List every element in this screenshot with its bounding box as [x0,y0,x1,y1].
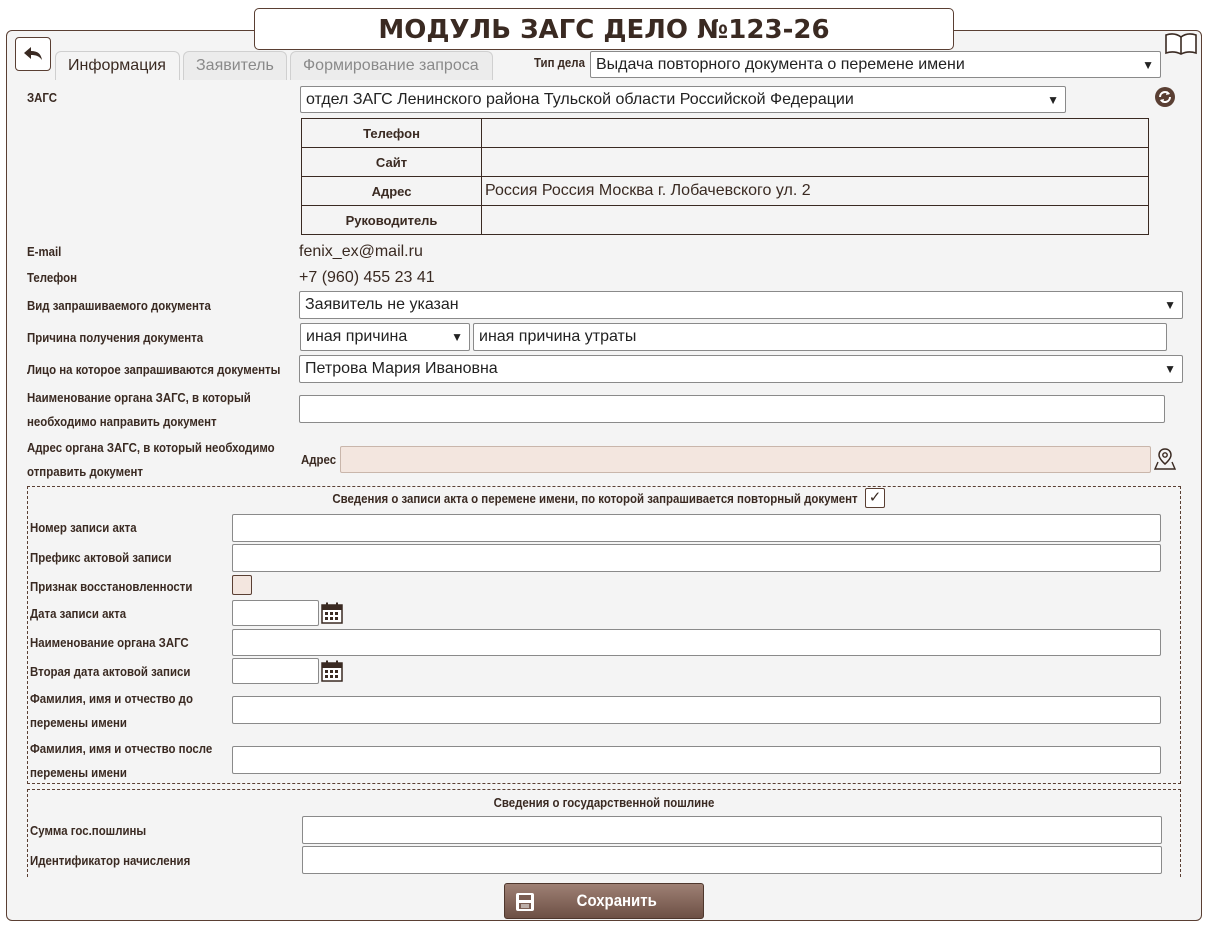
page-title: МОДУЛЬ ЗАГС ДЕЛО №123-26 [254,8,954,50]
tab-request[interactable]: Формирование запроса [290,51,493,80]
zags-info-table [301,118,1149,235]
act-number-input[interactable] [232,514,1161,542]
zags-name-label: Наименование органа ЗАГС, в который необходимо направить документ [27,390,251,429]
act-organ-label: Наименование органа ЗАГС [30,635,189,650]
chevron-down-icon: ▼ [451,330,463,344]
table-cell [482,119,1149,148]
phone-label: Телефон [27,270,78,285]
zags-label: ЗАГС [27,90,58,105]
calendar-icon[interactable] [321,602,343,624]
back-button[interactable] [15,37,51,71]
fio-before-label: Фамилия, имя и отчество до перемены имени [30,691,193,730]
email-label: E-mail [27,244,62,259]
zags-name-input[interactable] [299,395,1165,423]
table-row [302,119,1149,148]
fio-after-label: Фамилия, имя и отчество после перемены имени [30,741,213,780]
table-header-cell: Сайт [302,148,482,177]
act-date2-label: Вторая дата актовой записи [30,664,191,679]
restored-checkbox[interactable] [232,575,252,595]
table-row [302,206,1149,235]
chevron-down-icon: ▼ [1164,362,1176,376]
doc-type-label: Вид запрашиваемого документа [27,298,211,313]
zags-address-input[interactable] [340,446,1151,473]
table-header-cell: Телефон [302,119,482,148]
refresh-icon[interactable] [1154,86,1176,108]
tab-applicant[interactable]: Заявитель [183,51,287,80]
fee-section-title: Сведения о государственной пошлине [493,795,715,810]
chevron-down-icon: ▼ [1047,93,1059,107]
map-pin-icon[interactable] [1154,447,1176,471]
person-select[interactable]: Петрова Мария Ивановна ▼ [299,355,1183,383]
person-label: Лицо на которое запрашиваются документы [27,362,281,377]
reason-text-input[interactable]: иная причина утраты [473,323,1167,351]
chevron-down-icon: ▼ [1142,58,1154,72]
zags-address-label: Адрес органа ЗАГС, в который необходимо отправить документ [27,440,275,479]
chevron-down-icon: ▼ [1164,298,1176,312]
reason-label: Причина получения документа [27,330,204,345]
email-value: fenix_ex@mail.ru [299,243,423,260]
zags-select[interactable]: отдел ЗАГС Ленинского района Тульской области Российской Федерации ▼ [300,86,1066,113]
table-cell [482,148,1149,177]
act-prefix-label: Префикс актовой записи [30,550,172,565]
calendar-icon[interactable] [321,660,343,682]
tab-info[interactable]: Информация [55,51,180,80]
table-row [302,148,1149,177]
act-date-input[interactable] [232,600,319,626]
act-section-title: Сведения о записи акта о перемене имени, по которой запрашивается повторный документ [332,491,858,506]
fee-sum-label: Сумма гос.пошлины [30,823,147,838]
act-prefix-input[interactable] [232,544,1161,572]
fee-sum-input[interactable] [302,816,1162,844]
address-sublabel: Адрес [301,452,337,467]
case-type-select[interactable]: Выдача повторного документа о перемене имени ▼ [590,51,1161,78]
table-cell [482,206,1149,235]
doc-type-select[interactable]: Заявитель не указан ▼ [299,291,1183,319]
act-section-checkbox[interactable]: ✓ [865,488,885,508]
back-arrow-icon [23,46,43,62]
table-row [302,177,1149,206]
act-date-label: Дата записи акта [30,606,127,621]
book-icon[interactable] [1164,32,1198,56]
act-organ-input[interactable] [232,629,1161,656]
charge-id-label: Идентификатор начисления [30,853,191,868]
case-type-label: Тип дела [534,55,585,70]
fio-before-input[interactable] [232,696,1161,724]
act-number-label: Номер записи акта [30,520,137,535]
restored-label: Признак восстановленности [30,579,193,594]
phone-value: +7 (960) 455 23 41 [299,269,435,286]
fio-after-input[interactable] [232,746,1161,774]
act-date2-input[interactable] [232,658,319,684]
table-header-cell: Руководитель [302,206,482,235]
table-header-cell: Адрес [302,177,482,206]
charge-id-input[interactable] [302,846,1162,874]
save-icon [515,892,535,912]
reason-select[interactable]: иная причина ▼ [300,323,470,351]
save-button[interactable]: Сохранить [504,883,704,919]
table-cell: Россия Россия Москва г. Лобачевского ул. 2 [482,177,1149,206]
